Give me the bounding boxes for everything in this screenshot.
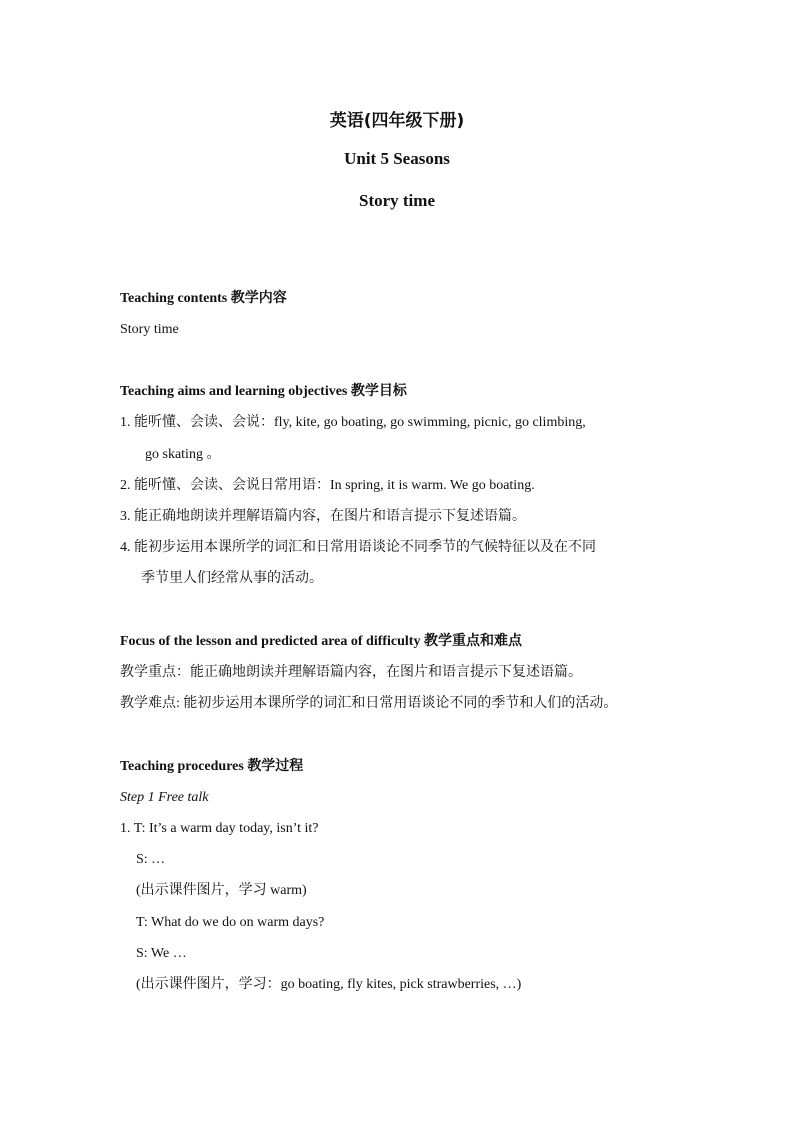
- contents-text: Story time: [120, 322, 179, 337]
- procedure-line: T: What do we do on warm days?: [136, 915, 325, 930]
- procedure-line: (出示课件图片，学习：go boating, fly kites, pick strawberries, …): [136, 977, 522, 992]
- procedures-heading: Teaching procedures 教学过程: [120, 759, 304, 774]
- procedure-line: S: …: [136, 852, 166, 867]
- lesson-title: Story time: [358, 191, 435, 210]
- aims-heading: Teaching aims and learning objectives 教学目标: [120, 384, 407, 399]
- procedure-line: (出示课件图片，学习 warm): [136, 883, 307, 898]
- aim-item-4-continued: 季节里人们经常从事的活动。: [141, 571, 323, 586]
- aim-item-1: 1. 能听懂、会读、会说：fly, kite, go boating, go swimming, picnic, go climbing,: [120, 415, 586, 430]
- unit-title: Unit 5 Seasons: [344, 149, 450, 168]
- step-1-heading: Step 1 Free talk: [120, 790, 209, 805]
- procedure-line: S: We …: [136, 946, 187, 961]
- aim-item-2: 2. 能听懂、会读、会说日常用语：In spring, it is warm. We go boating.: [120, 478, 535, 493]
- document-title: 英语(四年级下册): [329, 111, 465, 131]
- focus-difficulty: 教学难点: 能初步运用本课所学的词汇和日常用语谈论不同的季节和人们的活动。: [120, 696, 618, 711]
- procedure-line: 1. T: It’s a warm day today, isn’t it?: [120, 821, 319, 836]
- aim-item-3: 3. 能正确地朗读并理解语篇内容，在图片和语言提示下复述语篇。: [120, 509, 526, 524]
- aim-item-4: 4. 能初步运用本课所学的词汇和日常用语谈论不同季节的气候特征以及在不同: [120, 540, 596, 555]
- aim-item-1-continued: go skating 。: [145, 447, 221, 462]
- focus-key-point: 教学重点：能正确地朗读并理解语篇内容，在图片和语言提示下复述语篇。: [120, 665, 582, 680]
- focus-heading: Focus of the lesson and predicted area of difficulty 教学重点和难点: [120, 634, 522, 649]
- contents-heading: Teaching contents 教学内容: [120, 291, 287, 306]
